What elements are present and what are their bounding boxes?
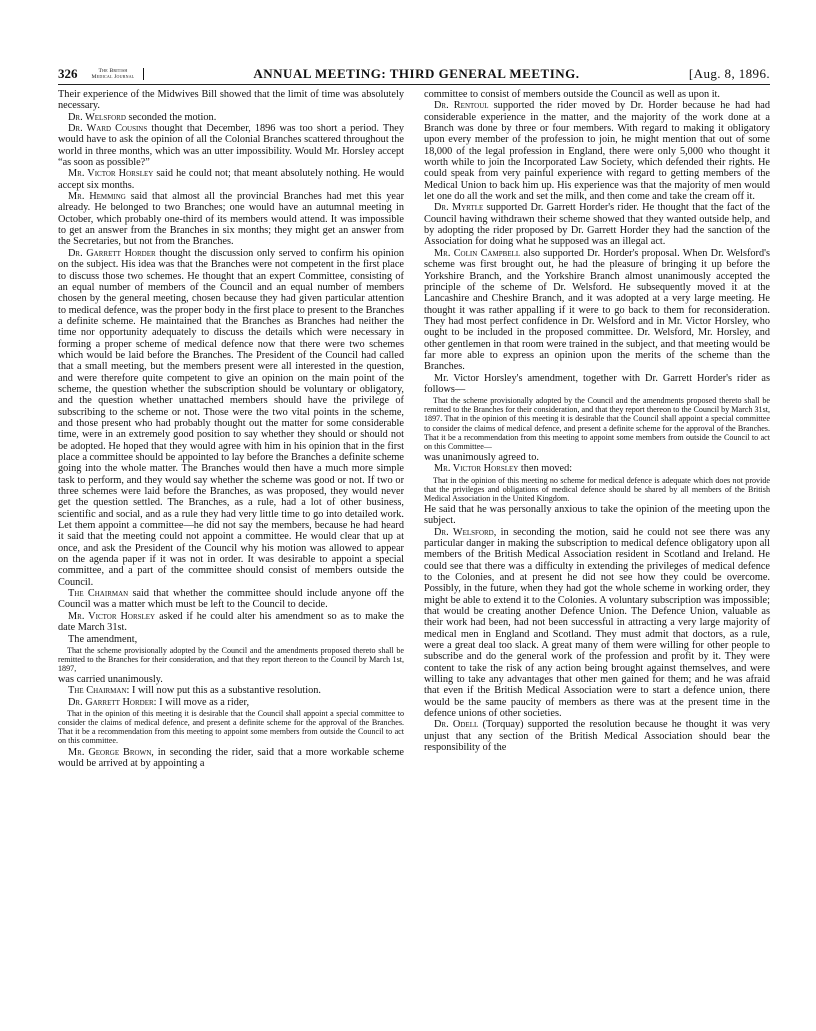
- paragraph-text: said that whether the committee should include anyone off the Council was a matter which must be left to the Council to decide.: [58, 588, 404, 611]
- paragraph-text: supported the rider moved by Dr. Horder because he had had considerable experience in the matter, and the majority of the work done at a Branch was done by three or four members. With regard to making it obligatory upon every member of the profession to join, he might mention that out of some 18,000 of the legal profession in England, there were only 5,000 who thought it worth while to join the Incorporated Law Society, which defended their rights. He could speak from very painful experience with regard to getting members of the Medical Union to back him up. His experience was that the majority of men would let one do all the work and set the milk, and then come and take the cream off it.: [424, 100, 770, 203]
- paragraph: [58, 747, 404, 770]
- paragraph-text: said that almost all the provincial Branches had met this year already. He belonged to two Branches; one would have an autumnal meeting in October, which probably one-third of its members would attend. It was impossible to get an answer from the Branches in six months; they might get an answer from the Secretaries, but not from the Branches.: [58, 191, 404, 248]
- paragraph-text: seconded the motion.: [125, 111, 217, 123]
- issue-date: [Aug. 8, 1896.: [688, 66, 770, 81]
- paragraph-text: was unanimously agreed to.: [424, 451, 539, 463]
- paragraph-text: That the scheme provisionally adopted by the Council and the amendments proposed thereto shall be remitted to the Branches for their consideration, and that they report thereon to the Council by March 31st, 1897. That in the opinion of this meeting it is desirable that the Council shall appoint a special committee to consider the claims of medical defence, and present a definite scheme for the approval of the Branches. That it be a recommendation from this meeting to appoint some members from outside the Council to act on this Committee—: [424, 396, 770, 451]
- paragraph: [424, 452, 770, 463]
- paragraph-text: The amendment,: [68, 633, 138, 645]
- journal-name-line2: Medical Journal: [91, 74, 135, 80]
- speaker-name: Dr. Ward Cousins: [68, 123, 148, 135]
- resolution-text: [424, 396, 770, 451]
- paragraph-text: That the scheme provisionally adopted by the Council and the amendments proposed thereto shall be remitted to the Branches for their consideration, and that they report thereon to the Council by March 1st, 1897,: [58, 645, 404, 674]
- paragraph: [424, 202, 770, 247]
- paragraph: [424, 248, 770, 373]
- paragraph: [424, 527, 770, 720]
- speaker-name: The Chairman: [68, 588, 129, 600]
- speaker-name: Dr. Welsford: [68, 111, 126, 123]
- paragraph-text: asked if he could alter his amendment so as to make the date March 31st.: [58, 610, 404, 634]
- paragraph-text: : I will move as a rider,: [153, 696, 250, 708]
- speaker-name: Dr. Welsford: [434, 526, 494, 538]
- speaker-name: Mr. Victor Horsley: [434, 463, 519, 475]
- paragraph: [58, 123, 404, 168]
- paragraph-text: , in seconding the motion, said he could not see there was any particular danger in making the subscription to medical defence obligatory upon all members of the British Medical Association resident in Scotland and Ireland. He could see that there was a difficulty in extending the privileges of medical defence to the Colonies, and at present he did not see how they could be overcome. Possibly, in the future, when they had got the whole scheme in working order, they might be able to extend it to the Colonies. A voluntary subscription was impossible; that would be creating another Defence Union. The Defence Union, valuable as their work had been, had not been successful in attracting a very large majority of medical men in England and Scotland. They must admit that doctors, as a rule, were a great deal too slack. A great many of them were willing for other people to subscribe and do the general work of the profession and profit by it. They were content to take the risk of any action being brought against themselves, and were willing to take any advantages that other men gained for them; and he was afraid that even if the British Medical Association were to start a defence union, there would be the same paucity of members as there was at the present time in the defence unions of other societies.: [424, 526, 770, 719]
- paragraph: [58, 588, 404, 611]
- paragraph: [424, 463, 770, 474]
- speaker-name: Mr. Hemming: [68, 191, 126, 203]
- paragraph-text: That in the opinion of this meeting no scheme for medical defence is adequate which does not provide that the privileges and obligations of medical defence should be shared by all members of the British Medical Association in the United Kingdom.: [424, 475, 770, 503]
- speaker-name: The Chairman: [68, 685, 127, 697]
- journal-name-line1: The British: [98, 68, 128, 74]
- paragraph-text: supported Dr. Garrett Horder's rider. He thought that the fact of the Council having withdrawn their scheme showed that they wanted outside help, and by adopting the rider proposed by Dr. Garrett Horder they had the sanction of the Association for doing what he supposed was an illegal act.: [424, 202, 770, 248]
- paragraph: [58, 697, 404, 708]
- paragraph: [424, 504, 770, 527]
- speaker-name: Dr. Odell: [434, 719, 479, 731]
- paragraph-text: said he could not; that meant absolutely nothing. He would accept six months.: [58, 168, 404, 191]
- paragraph-text: also supported Dr. Horder's proposal. When Dr. Welsford's scheme was first brought out, he had the pleasure of bringing it up before the Yorkshire Branch, and the Yorkshire Branch almost unanimously accepted the principle of the scheme of Dr. Welsford. He subsequently moved it at the Lancashire and Cheshire Branch, and it was adopted at a very large meeting. He thought it was rather appalling if it were to go back to them for reconsideration. They had most perfect confidence in Dr. Welsford and in Mr. Victor Horsley, who ought to be included in the proposed committee. Dr. Welsford, Mr. Horsley, and other gentlemen in that room were trained in the subject, and that meeting would be far more able to express an opinion upon the merits of the scheme than the Branches.: [424, 247, 770, 373]
- header-rule: [58, 84, 770, 85]
- paragraph: [58, 674, 404, 685]
- speaker-name: Mr. Victor Horsley: [68, 168, 154, 180]
- paragraph: [58, 89, 404, 112]
- paragraph: [58, 248, 404, 588]
- page-number: 326: [58, 66, 78, 81]
- speaker-name: Dr. Rentoul: [434, 100, 489, 112]
- speaker-name: Dr. Garrett Horder: [68, 696, 154, 708]
- paragraph-text: committee to consist of members outside the Council as well as upon it.: [424, 89, 720, 100]
- right-column: [424, 89, 770, 753]
- journal-name: [86, 68, 144, 80]
- resolution-text: [58, 646, 404, 673]
- paragraph-text: : I will now put this as a substantive resolution.: [126, 685, 321, 697]
- paragraph: [58, 634, 404, 645]
- speaker-name: Mr. Victor Horsley: [68, 610, 156, 622]
- paragraph-text: That in the opinion of this meeting it is desirable that the Council shall appoint a special committee to consider the claims of medical defence, and present a definite scheme for the approval of the Branches. That it be a recommendation from this meeting to appoint some members from outside the Council to act on this committee.: [58, 709, 404, 746]
- paragraph-text: Their experience of the Midwives Bill showed that the limit of time was absolutely necessary.: [58, 89, 404, 112]
- speaker-name: Dr. Myrtle: [434, 202, 484, 214]
- left-column: [58, 89, 404, 769]
- resolution-text: [58, 709, 404, 745]
- speaker-name: Mr. Colin Campbell: [434, 247, 521, 259]
- paragraph: [58, 112, 404, 123]
- speaker-name: Dr. Garrett Horder: [68, 247, 156, 259]
- paragraph-text: (Torquay) supported the resolution because he thought it was very unjust that any section of the British Medical Association should bear the responsibility of the: [424, 719, 771, 754]
- paragraph-text: thought the discussion only served to confirm his opinion on the subject. His idea was that the Branches were not competent in the first place to discuss those two schemes. He thought that an expert Committee, consisting of an equal number of members of the Council and an equal number of members chosen by the general meeting, chosen because they had given particular attention to medical defence, was the proper body in the first place to present to the Branches a definite scheme. He maintained that the Branches as Branches had neither the time nor opportunity adequately to discuss the details which were necessary in forming a proper scheme of medical defence now that there were two schemes which would be laid before the Branches. The President of the Council had called that a small meeting, but the members present were all interested in the question, and were therefore quite competent to give an opinion on the main point of the scheme, the question whether the subscription should be voluntary or obligatory, and the question whether unattached members should have the privilege of subscribing to the scheme or not. Those were the two vital points in the scheme, and those present who had probably thought out the matter for some considerable time, were in an extremely good position to say whether they should or should not be adopted. He hoped that they would agree with him in his opinion that in the first place a committee should be appointed to lay before the Branches a definite scheme going into the whole matter. The Branches would then have a much more simple task to perform, and they would say whether the scheme was good or not. If two or three schemes were laid before the Branches, as was proposed, they would never get the question settled. The Branches, as a rule, had a lot of other business, scientific and social, and as a rule they had very little time to go into detailed work. Let them appoint a committee—he did not say the members, because he had heard it said that the meeting could not appoint a committee. He would clear that up at once, and ask the President of the Council why his motion was allowed to appear on the agenda paper if it was not in order. It was desirable to appoint a special committee, and a part of the committee should consist of members outside the Council.: [58, 247, 404, 588]
- paragraph-text: Mr. Victor Horsley's amendment, together with Dr. Garrett Horder's rider as follows—: [424, 372, 770, 395]
- paragraph: [58, 685, 404, 696]
- paragraph: [424, 719, 770, 753]
- paragraph-text: , in seconding the rider, said that a more workable scheme would be arrived at by appointing a: [58, 746, 404, 769]
- speaker-name: Mr. George Brown: [68, 746, 152, 758]
- running-title: ANNUAL MEETING: THIRD GENERAL MEETING.: [253, 66, 580, 81]
- paragraph: [424, 373, 770, 396]
- paragraph: [58, 168, 404, 191]
- running-header: [58, 66, 770, 82]
- paragraph: [424, 100, 770, 202]
- paragraph-text: then moved:: [518, 463, 573, 475]
- paragraph: [58, 191, 404, 248]
- resolution-text: [424, 476, 770, 503]
- paragraph-text: was carried unanimously.: [58, 674, 163, 686]
- paragraph: [58, 611, 404, 634]
- paragraph-text: He said that he was personally anxious to take the opinion of the meeting upon the subject.: [424, 503, 770, 527]
- paragraph-text: thought that December, 1896 was too short a period. They would have to ask the opinion of all the Colonial Branches scattered throughout the world in three months, which was an utter impossibility. Would Mr. Horsley accept “as soon as possible?”: [58, 123, 404, 169]
- paragraph: [424, 89, 770, 100]
